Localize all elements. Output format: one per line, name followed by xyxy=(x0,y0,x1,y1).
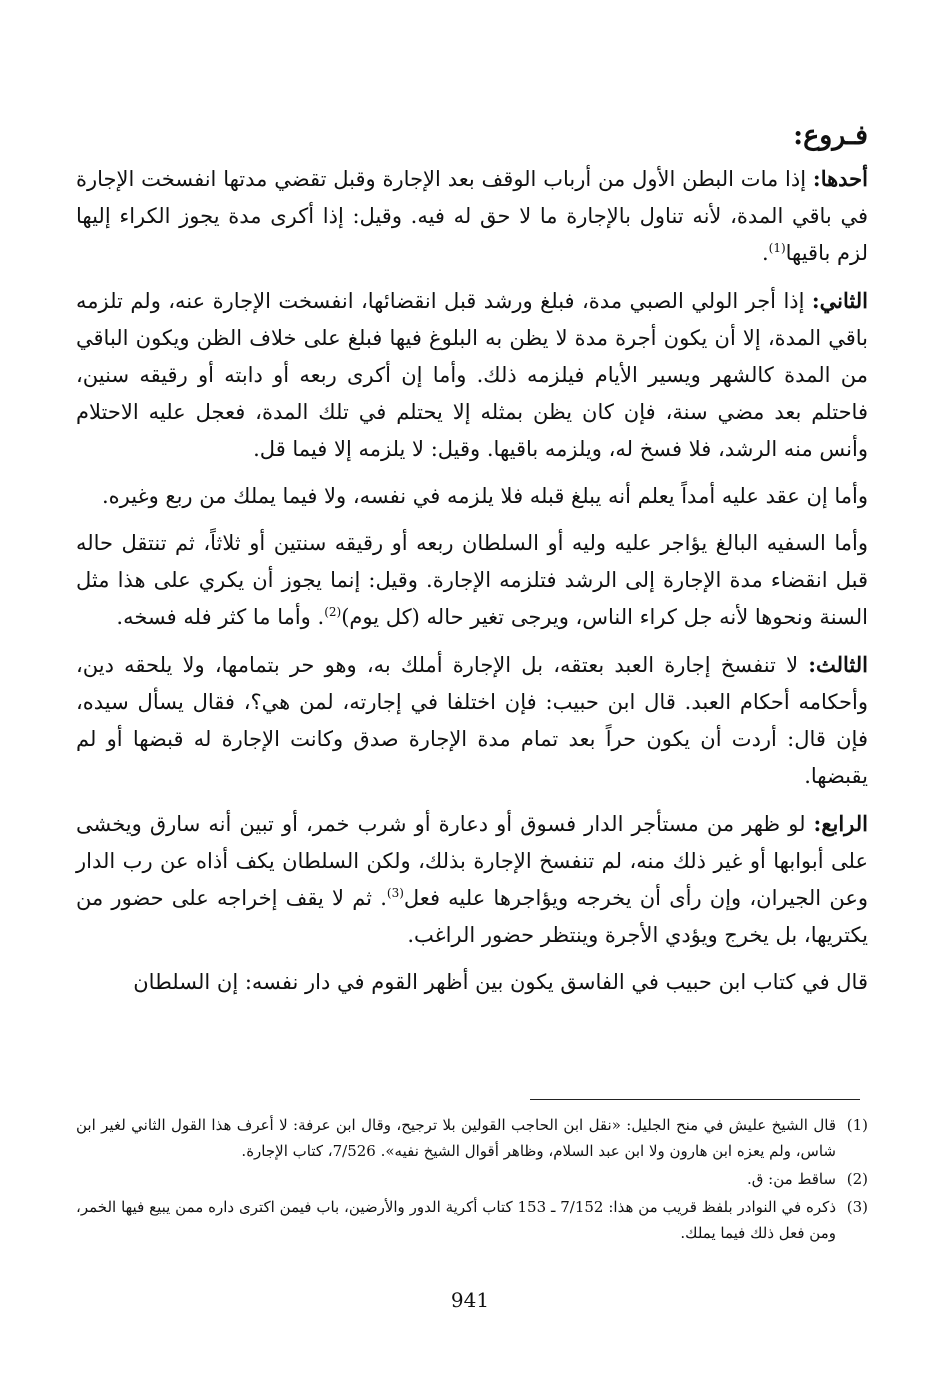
paragraph-text: إذا أجر الولي الصبي مدة، فبلغ ورشد قبل انقضائها، انفسخت الإجارة عنه، ولم تلزمه باقي المدة، إلا أن يكون أجرة مدة لا يظن به البلوغ فيها فبلغ على خلاف الظن ويكون الباقي من المدة كالشهر ويسير الأيام فيلزمه ذلك. وأما إن أكرى ربعه أو دابته أو رقيقه سنين، فاحتلم بعد مضي سنة، فإن كان يظن بمثله إلا يحتلم في تلك المدة، فعجل عليه الاحتلام وأنس منه الرشد، فلا فسخ له، ويلزمه باقيها. وقيل: لا يلزمه إلا فيما قل. xyxy=(76,289,868,461)
paragraph-text: لا تنفسخ إجارة العبد بعتقه، بل الإجارة أملك به، وهو حر بتمامها، ولا يلحقه دين، وأحكامه أحكام العبد. قال ابن حبيب: فإن اختلفا في إجارته، لمن هي؟، فقال يسأل سيده، فإن قال: أردت أن يكون حراً بعد تمام مدة الإجارة صدق وكانت الإجارة له قبضها أو لم يقبضها. xyxy=(76,653,868,788)
footnote-1 xyxy=(76,1112,868,1164)
footnote-2 xyxy=(76,1166,868,1192)
paragraph-5 xyxy=(76,646,868,795)
page-number: 941 xyxy=(450,1288,490,1312)
paragraph-lead-colon: : xyxy=(811,288,820,313)
footnote-number: (3) xyxy=(846,1198,868,1216)
paragraph-lead-colon: : xyxy=(812,166,821,191)
paragraph-7 xyxy=(76,964,868,1001)
paragraph-2 xyxy=(76,282,868,468)
footnote-text: ساقط من: ق. xyxy=(747,1170,836,1188)
paragraph-text: إذا مات البطن الأول من أرباب الوقف بعد الإجارة وقبل تقضي مدتها انفسخت الإجارة في باقي المدة، لأنه تناول بالإجارة ما لا حق له فيه. وقيل: إذا أكرى مدة يجوز الكراء إليها لزم باقيها xyxy=(76,167,868,265)
footnote-number: (1) xyxy=(846,1116,868,1134)
paragraph-lead: الثاني xyxy=(819,288,868,313)
paragraph-tail: . ثم لا يقف إخراجه على حضور من يكتريها، بل يخرج ويؤدي الأجرة وينتظر حضور الراغب. xyxy=(76,886,868,947)
footnote-3 xyxy=(76,1194,868,1246)
footnote-ref[interactable]: (1) xyxy=(768,241,786,255)
footnote-ref[interactable]: (2) xyxy=(324,605,342,619)
footnote-divider xyxy=(530,1099,860,1100)
main-text xyxy=(76,118,868,1011)
paragraph-4 xyxy=(76,525,868,636)
paragraph-6 xyxy=(76,805,868,954)
paragraph-lead-colon: : xyxy=(808,652,816,677)
paragraph-text: وأما إن عقد عليه أمداً يعلم أنه يبلغ قبله فلا يلزمه في نفسه، ولا فيما يملك من ربع وغيره. xyxy=(102,484,868,508)
paragraph-lead: الرابع xyxy=(821,811,868,836)
footnote-text: ذكره في النوادر بلفظ قريب من هذا: 7/152 ـ 153 كتاب أكرية الدور والأرضين، باب فيمن اكترى داره ممن يبيع فيها الخمر، ومن فعل ذلك فيما يملك. xyxy=(76,1198,837,1242)
paragraph-3 xyxy=(76,478,868,515)
paragraph-tail: . xyxy=(761,241,769,265)
paragraph-1 xyxy=(76,160,868,272)
paragraph-lead: أحدها xyxy=(820,166,868,191)
paragraph-tail: . وأما ما كثر فله فسخه. xyxy=(116,605,325,629)
paragraph-lead-colon: : xyxy=(813,811,822,836)
paragraph-text: لو ظهر من مستأجر الدار فسوق أو دعارة أو شرب خمر، أو تبين أنه سارق ويخشى على أبوابها أو غير ذلك منه، لم تنفسخ الإجارة بذلك، ولكن السلطان يكف أذاه عن رب الدار وعن الجيران، وإن رأى أن يخرجه ويؤاجرها عليه فعل xyxy=(76,812,868,910)
paragraph-lead: الثالث xyxy=(816,652,868,677)
footnote-ref[interactable]: (3) xyxy=(386,886,404,900)
footnote-number: (2) xyxy=(846,1170,868,1188)
paragraph-text: وأما السفيه البالغ يؤاجر عليه وليه أو السلطان ربعه أو رقيقه سنتين أو ثلاثاً، ثم تنتقل حاله قبل انقضاء مدة الإجارة إلى الرشد فتلزمه الإجارة. وقيل: إنما يجوز أن يكري على هذا مثل السنة ونحوها لأنه جل كراء الناس، ويرجى تغير حاله (كل يوم) xyxy=(76,531,868,629)
paragraph-text: قال في كتاب ابن حبيب في الفاسق يكون بين أظهر القوم في دار نفسه: إن السلطان xyxy=(133,970,868,994)
footnote-text: قال الشيخ عليش في منح الجليل: «نقل ابن الحاجب القولين بلا ترجيح، وقال ابن عرفة: لا أعرف هذا القول الثاني لغير ابن شاس، ولم يعزه ابن هارون ولا ابن عبد السلام، وظاهر أقوال الشيخ نفيه». 7/526، كتاب الإجارة. xyxy=(76,1116,836,1160)
section-heading: فـروع: xyxy=(793,120,868,151)
footnotes xyxy=(76,1112,868,1248)
